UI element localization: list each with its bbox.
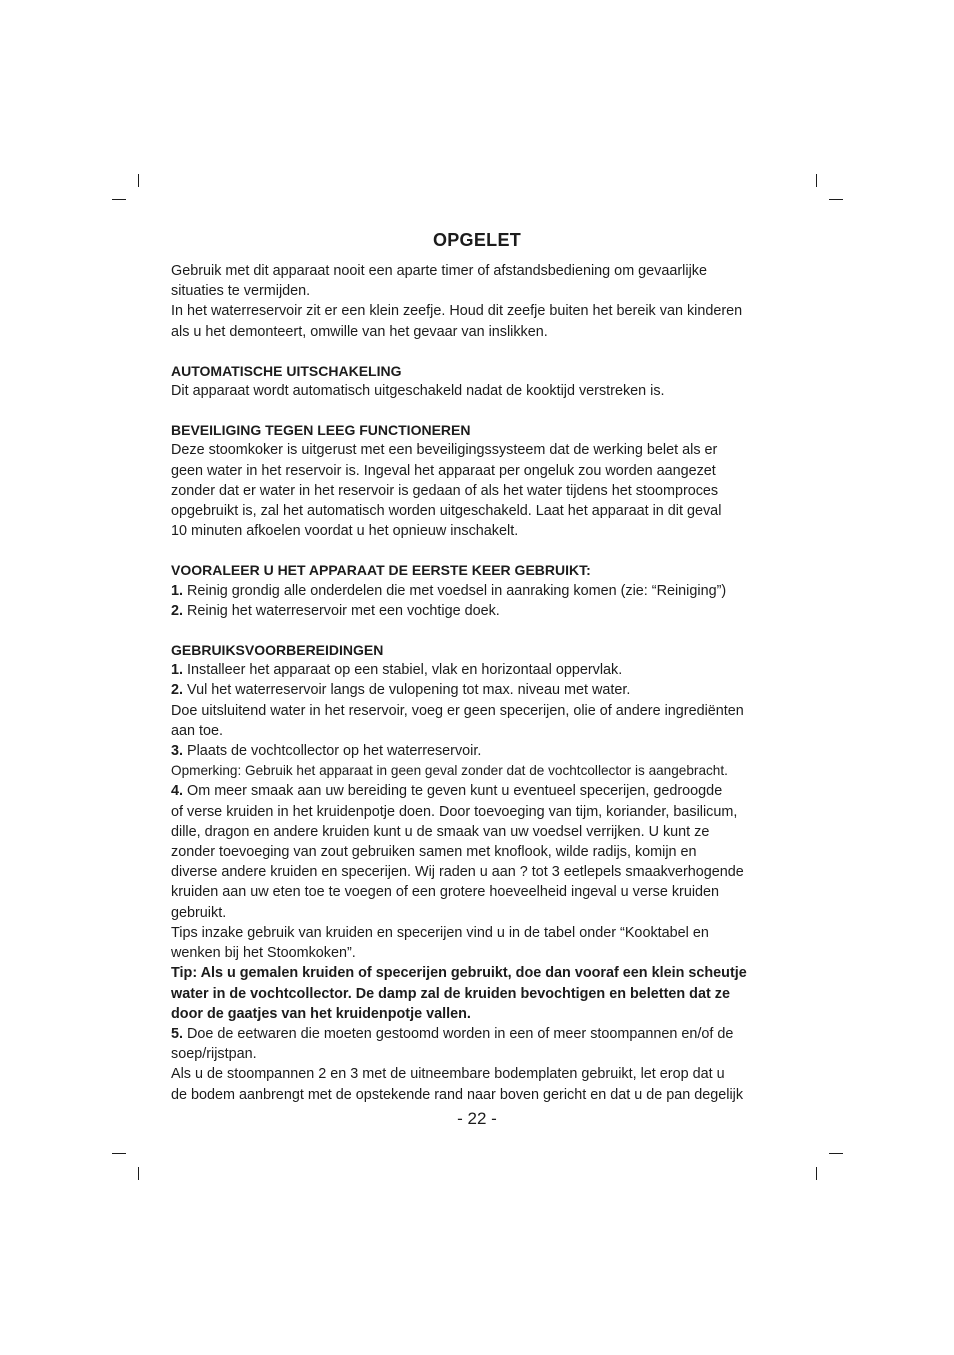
item-text: Vul het waterreservoir langs de vulopening tot max. niveau met water.	[183, 682, 631, 699]
remark-line: Opmerking: Gebruik het apparaat in geen geval zonder dat de vochtcollector is aangebracht.	[171, 763, 728, 779]
body-line: 10 minuten afkoelen voordat u het opnieuw inschakelt.	[171, 523, 519, 540]
list-item	[171, 781, 786, 801]
crop-mark-top-right-vertical	[816, 174, 817, 187]
body-line: soep/rijstpan.	[171, 1046, 257, 1063]
body-line: Dit apparaat wordt automatisch uitgeschakeld nadat de kooktijd verstreken is.	[171, 383, 665, 400]
spacer	[171, 621, 786, 640]
item-text: Om meer smaak aan uw bereiding te geven kunt u eventueel specerijen, gedroogde	[183, 783, 723, 800]
body-line: gebruikt.	[171, 904, 227, 921]
item-number: 1.	[171, 662, 184, 679]
list-item	[171, 1024, 786, 1044]
body-line: kruiden aan uw eten toe te voegen of een grotere hoeveelheid ingeval u verse kruiden	[171, 884, 720, 901]
crop-mark-top-right-horizontal	[829, 199, 843, 200]
list-item	[171, 660, 786, 680]
body-line: zonder toevoeging van zout gebruiken samen met knoflook, wilde radijs, komijn en	[171, 844, 697, 861]
body-line: zonder dat er water in het reservoir is gedaan of als het water tijdens het stoomproces	[171, 482, 719, 499]
item-number: 5.	[171, 1025, 184, 1042]
item-number: 1.	[171, 582, 184, 599]
item-text: Doe de eetwaren die moeten gestoomd worden in een of meer stoompannen en/of de	[183, 1025, 734, 1042]
spacer	[171, 401, 786, 420]
intro-line: situaties te vermijden.	[171, 283, 311, 300]
document-body	[171, 261, 786, 1105]
section-heading-dry-protection: BEVEILIGING TEGEN LEEG FUNCTIONEREN	[171, 422, 471, 439]
item-text: Plaats de vochtcollector op het waterreservoir.	[183, 743, 482, 760]
intro-line: Gebruik met dit apparaat nooit een aparte timer of afstandsbediening om gevaarlijke	[171, 263, 707, 279]
body-line: diverse andere kruiden en specerijen. Wij raden u aan ? tot 3 eetlepels smaakverhogende	[171, 864, 744, 881]
body-line: wenken bij het Stoomkoken”.	[171, 945, 356, 962]
crop-mark-bottom-right-horizontal	[829, 1153, 843, 1154]
item-number: 3.	[171, 743, 184, 760]
list-item	[171, 741, 786, 761]
crop-mark-top-left-vertical	[138, 174, 139, 187]
page-title: OPGELET	[432, 230, 522, 250]
intro-line: als u het demonteert, omwille van het gevaar van inslikken.	[171, 323, 548, 340]
body-line: geen water in het reservoir is. Ingeval het apparaat per ongeluk zou worden aangezet	[171, 462, 716, 479]
item-text: Installeer het apparaat op een stabiel, vlak en horizontaal oppervlak.	[183, 662, 623, 679]
body-line: Als u de stoompannen 2 en 3 met de uitneembare bodemplaten gebruikt, let erop dat u	[171, 1066, 725, 1083]
spacer	[171, 342, 786, 361]
body-line: Tips inzake gebruik van kruiden en specerijen vind u in de tabel onder “Kooktabel en	[171, 924, 709, 941]
section-heading-preparation: GEBRUIKSVOORBEREIDINGEN	[171, 642, 384, 659]
crop-mark-bottom-left-vertical	[138, 1167, 139, 1180]
crop-mark-bottom-left-horizontal	[112, 1153, 126, 1154]
section-heading-first-use: VOORALEER U HET APPARAAT DE EERSTE KEER GEBRUIKT:	[171, 562, 591, 579]
crop-mark-top-left-horizontal	[112, 199, 126, 200]
body-line: opgebruikt is, zal het automatisch worden uitgeschakeld. Laat het apparaat in dit geval	[171, 503, 722, 520]
spacer	[171, 541, 786, 560]
crop-mark-bottom-right-vertical	[816, 1167, 817, 1180]
item-number: 2.	[171, 602, 184, 619]
body-line: de bodem aanbrengt met de opstekende rand naar boven gericht en dat u de pan degelijk	[171, 1086, 744, 1103]
tip-line: Tip: Als u gemalen kruiden of specerijen gebruikt, doe dan vooraf een klein scheutje	[171, 965, 747, 982]
body-line: dille, dragon en andere kruiden kunt u de smaak van uw voedsel verrijken. U kunt ze	[171, 823, 710, 840]
body-line: Doe uitsluitend water in het reservoir, voeg er geen specerijen, olie of andere ingrediënten	[171, 702, 744, 719]
body-line: aan toe.	[171, 722, 224, 739]
tip-line: water in de vochtcollector. De damp zal de kruiden bevochtigen en beletten dat ze	[171, 985, 730, 1002]
tip-line: door de gaatjes van het kruidenpotje vallen.	[171, 1005, 471, 1022]
page-number: - 22 -	[457, 1109, 497, 1128]
item-text: Reinig grondig alle onderdelen die met voedsel in aanraking komen (zie: “Reiniging”)	[183, 582, 727, 599]
item-number: 2.	[171, 682, 184, 699]
list-item	[171, 581, 786, 601]
intro-line: In het waterreservoir zit er een klein zeefje. Houd dit zeefje buiten het bereik van kinderen	[171, 303, 743, 320]
item-text: Reinig het waterreservoir met een vochtige doek.	[183, 602, 500, 619]
section-heading-auto-off: AUTOMATISCHE UITSCHAKELING	[171, 362, 402, 379]
body-line: of verse kruiden in het kruidenpotje doen. Door toevoeging van tijm, koriander, basilicum,	[171, 803, 738, 820]
item-number: 4.	[171, 783, 184, 800]
body-line: Deze stoomkoker is uitgerust met een beveiligingssysteem dat de werking belet als er	[171, 442, 718, 459]
list-item	[171, 680, 786, 700]
list-item	[171, 601, 786, 621]
